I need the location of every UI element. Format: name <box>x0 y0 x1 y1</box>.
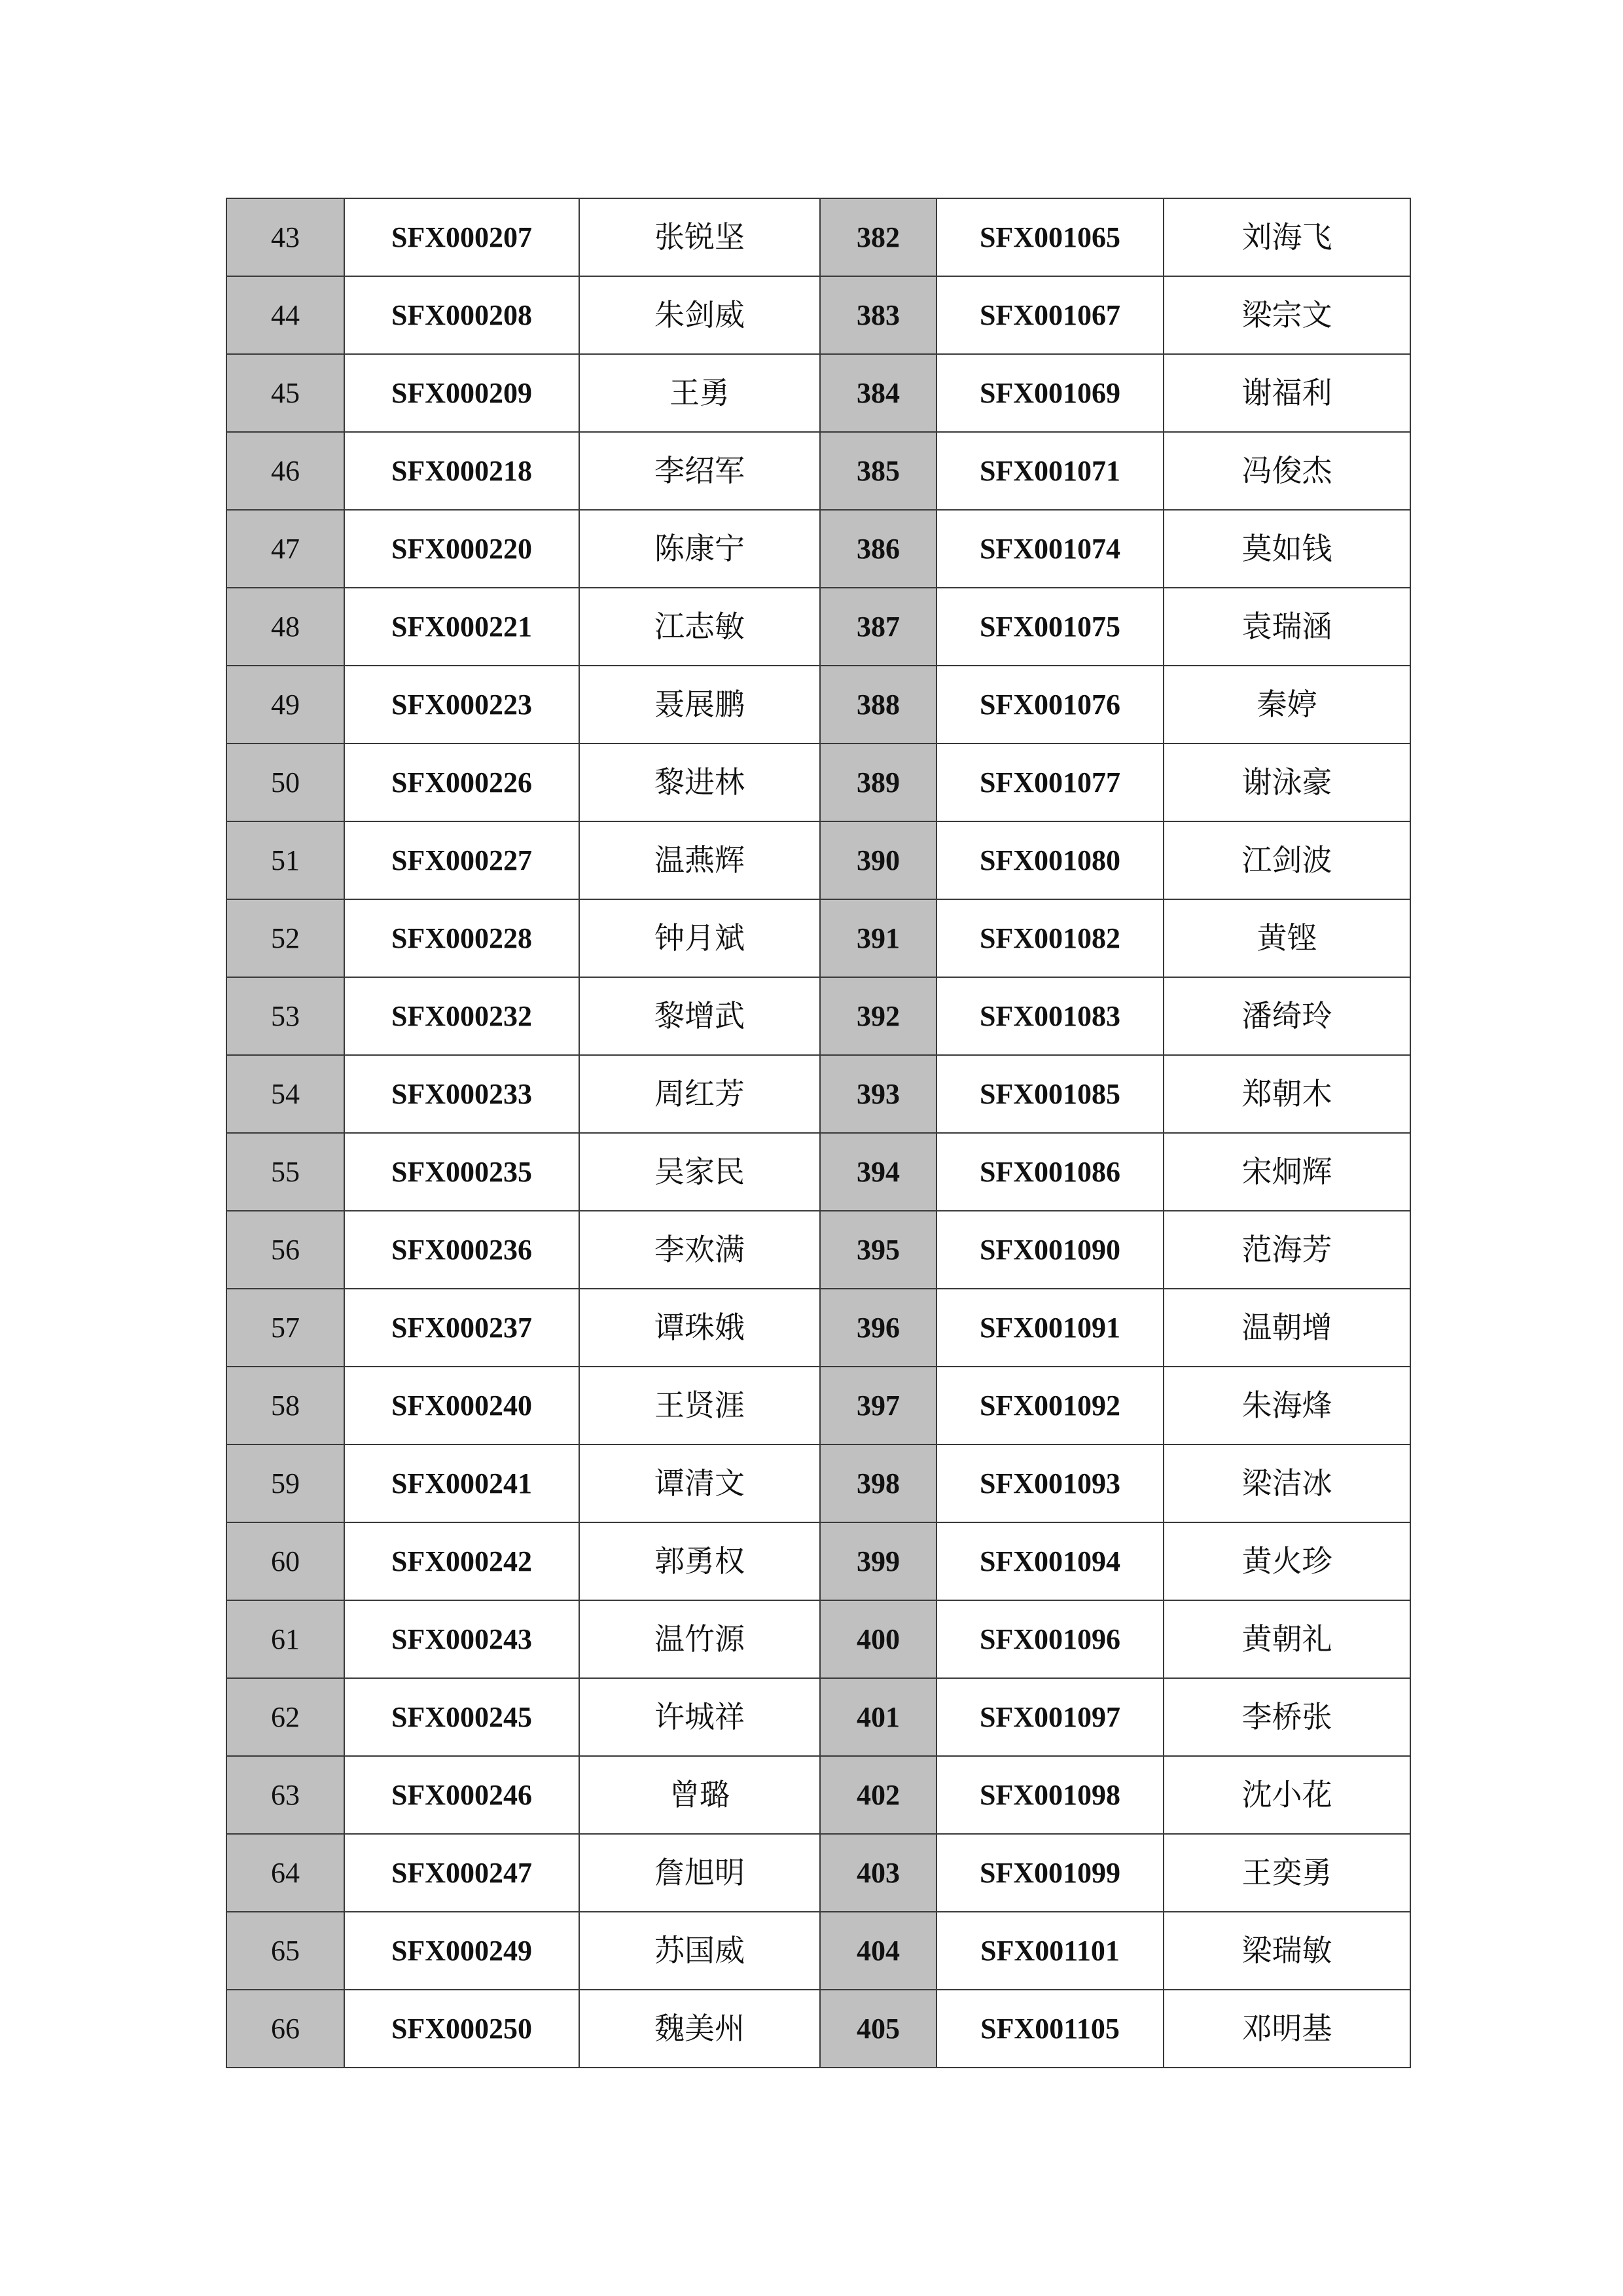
right-code-cell: SFX001099 <box>936 1834 1164 1912</box>
right-number-cell: 385 <box>820 432 936 510</box>
left-name-cell: 郭勇权 <box>579 1522 820 1600</box>
right-number-cell: 386 <box>820 510 936 588</box>
right-name-cell: 沈小花 <box>1164 1756 1410 1834</box>
table-row <box>226 1990 1410 2068</box>
right-code-cell: SFX001067 <box>936 276 1164 354</box>
left-code-cell: SFX000218 <box>344 432 579 510</box>
right-code-cell: SFX001098 <box>936 1756 1164 1834</box>
left-name-cell: 温竹源 <box>579 1600 820 1678</box>
right-code-cell: SFX001085 <box>936 1055 1164 1133</box>
left-name-cell: 黎进林 <box>579 744 820 821</box>
right-number-cell: 382 <box>820 198 936 276</box>
table-row <box>226 1211 1410 1289</box>
right-number-cell: 393 <box>820 1055 936 1133</box>
right-name-cell: 谢泳豪 <box>1164 744 1410 821</box>
right-name-cell: 梁宗文 <box>1164 276 1410 354</box>
left-code-cell: SFX000207 <box>344 198 579 276</box>
right-name-cell: 冯俊杰 <box>1164 432 1410 510</box>
left-name-cell: 曾璐 <box>579 1756 820 1834</box>
left-code-cell: SFX000223 <box>344 666 579 744</box>
right-code-cell: SFX001096 <box>936 1600 1164 1678</box>
left-number-cell: 62 <box>226 1678 344 1756</box>
left-code-cell: SFX000247 <box>344 1834 579 1912</box>
left-name-cell: 王勇 <box>579 354 820 432</box>
right-name-cell: 刘海飞 <box>1164 198 1410 276</box>
left-name-cell: 詹旭明 <box>579 1834 820 1912</box>
right-code-cell: SFX001092 <box>936 1367 1164 1444</box>
left-code-cell: SFX000236 <box>344 1211 579 1289</box>
left-number-cell: 50 <box>226 744 344 821</box>
left-number-cell: 54 <box>226 1055 344 1133</box>
right-number-cell: 403 <box>820 1834 936 1912</box>
right-code-cell: SFX001071 <box>936 432 1164 510</box>
right-code-cell: SFX001069 <box>936 354 1164 432</box>
right-name-cell: 袁瑞涵 <box>1164 588 1410 666</box>
table-row <box>226 510 1410 588</box>
left-code-cell: SFX000227 <box>344 821 579 899</box>
right-name-cell: 李桥张 <box>1164 1678 1410 1756</box>
right-name-cell: 郑朝木 <box>1164 1055 1410 1133</box>
left-code-cell: SFX000242 <box>344 1522 579 1600</box>
left-code-cell: SFX000250 <box>344 1990 579 2068</box>
left-number-cell: 48 <box>226 588 344 666</box>
table-row <box>226 821 1410 899</box>
left-name-cell: 聂展鹏 <box>579 666 820 744</box>
right-number-cell: 390 <box>820 821 936 899</box>
left-name-cell: 谭清文 <box>579 1444 820 1522</box>
left-code-cell: SFX000246 <box>344 1756 579 1834</box>
right-name-cell: 黄火珍 <box>1164 1522 1410 1600</box>
left-code-cell: SFX000243 <box>344 1600 579 1678</box>
right-code-cell: SFX001065 <box>936 198 1164 276</box>
left-code-cell: SFX000220 <box>344 510 579 588</box>
left-number-cell: 52 <box>226 899 344 977</box>
right-number-cell: 404 <box>820 1912 936 1990</box>
left-code-cell: SFX000226 <box>344 744 579 821</box>
table-row <box>226 1444 1410 1522</box>
right-code-cell: SFX001077 <box>936 744 1164 821</box>
left-name-cell: 朱剑威 <box>579 276 820 354</box>
left-name-cell: 魏美州 <box>579 1990 820 2068</box>
left-code-cell: SFX000209 <box>344 354 579 432</box>
left-number-cell: 43 <box>226 198 344 276</box>
left-number-cell: 59 <box>226 1444 344 1522</box>
left-number-cell: 57 <box>226 1289 344 1367</box>
table-row <box>226 1600 1410 1678</box>
right-name-cell: 王奕勇 <box>1164 1834 1410 1912</box>
right-code-cell: SFX001101 <box>936 1912 1164 1990</box>
right-code-cell: SFX001094 <box>936 1522 1164 1600</box>
right-name-cell: 江剑波 <box>1164 821 1410 899</box>
left-number-cell: 45 <box>226 354 344 432</box>
right-number-cell: 405 <box>820 1990 936 2068</box>
table-row <box>226 1289 1410 1367</box>
left-number-cell: 47 <box>226 510 344 588</box>
right-code-cell: SFX001086 <box>936 1133 1164 1211</box>
right-name-cell: 梁洁冰 <box>1164 1444 1410 1522</box>
right-name-cell: 邓明基 <box>1164 1990 1410 2068</box>
right-number-cell: 399 <box>820 1522 936 1600</box>
table-row <box>226 666 1410 744</box>
left-number-cell: 61 <box>226 1600 344 1678</box>
right-name-cell: 秦婷 <box>1164 666 1410 744</box>
left-number-cell: 53 <box>226 977 344 1055</box>
left-name-cell: 吴家民 <box>579 1133 820 1211</box>
left-code-cell: SFX000228 <box>344 899 579 977</box>
right-name-cell: 范海芳 <box>1164 1211 1410 1289</box>
right-name-cell: 黄朝礼 <box>1164 1600 1410 1678</box>
left-number-cell: 56 <box>226 1211 344 1289</box>
right-number-cell: 396 <box>820 1289 936 1367</box>
roster-table-body <box>226 198 1410 2068</box>
left-name-cell: 张锐坚 <box>579 198 820 276</box>
right-code-cell: SFX001082 <box>936 899 1164 977</box>
table-row <box>226 432 1410 510</box>
right-number-cell: 388 <box>820 666 936 744</box>
right-number-cell: 401 <box>820 1678 936 1756</box>
left-number-cell: 63 <box>226 1756 344 1834</box>
table-row <box>226 1834 1410 1912</box>
table-row <box>226 899 1410 977</box>
right-code-cell: SFX001105 <box>936 1990 1164 2068</box>
table-row <box>226 1678 1410 1756</box>
left-name-cell: 谭珠娥 <box>579 1289 820 1367</box>
right-number-cell: 400 <box>820 1600 936 1678</box>
table-row <box>226 1367 1410 1444</box>
left-number-cell: 46 <box>226 432 344 510</box>
right-number-cell: 394 <box>820 1133 936 1211</box>
right-number-cell: 397 <box>820 1367 936 1444</box>
left-code-cell: SFX000232 <box>344 977 579 1055</box>
left-name-cell: 李欢满 <box>579 1211 820 1289</box>
right-name-cell: 黄铿 <box>1164 899 1410 977</box>
left-name-cell: 许城祥 <box>579 1678 820 1756</box>
table-row <box>226 1522 1410 1600</box>
left-name-cell: 王贤涯 <box>579 1367 820 1444</box>
right-name-cell: 宋炯辉 <box>1164 1133 1410 1211</box>
right-number-cell: 387 <box>820 588 936 666</box>
right-name-cell: 温朝增 <box>1164 1289 1410 1367</box>
left-name-cell: 黎增武 <box>579 977 820 1055</box>
right-code-cell: SFX001091 <box>936 1289 1164 1367</box>
left-number-cell: 66 <box>226 1990 344 2068</box>
table-row <box>226 744 1410 821</box>
right-code-cell: SFX001097 <box>936 1678 1164 1756</box>
left-number-cell: 49 <box>226 666 344 744</box>
left-code-cell: SFX000221 <box>344 588 579 666</box>
left-code-cell: SFX000241 <box>344 1444 579 1522</box>
right-name-cell: 莫如钱 <box>1164 510 1410 588</box>
right-code-cell: SFX001083 <box>936 977 1164 1055</box>
right-number-cell: 391 <box>820 899 936 977</box>
right-code-cell: SFX001080 <box>936 821 1164 899</box>
right-name-cell: 朱海烽 <box>1164 1367 1410 1444</box>
table-row <box>226 1055 1410 1133</box>
right-number-cell: 383 <box>820 276 936 354</box>
left-code-cell: SFX000208 <box>344 276 579 354</box>
left-number-cell: 51 <box>226 821 344 899</box>
right-name-cell: 谢福利 <box>1164 354 1410 432</box>
left-name-cell: 周红芳 <box>579 1055 820 1133</box>
left-number-cell: 60 <box>226 1522 344 1600</box>
table-row <box>226 276 1410 354</box>
left-code-cell: SFX000237 <box>344 1289 579 1367</box>
right-number-cell: 384 <box>820 354 936 432</box>
left-number-cell: 44 <box>226 276 344 354</box>
left-code-cell: SFX000245 <box>344 1678 579 1756</box>
left-code-cell: SFX000233 <box>344 1055 579 1133</box>
right-name-cell: 潘绮玲 <box>1164 977 1410 1055</box>
table-row <box>226 354 1410 432</box>
left-code-cell: SFX000235 <box>344 1133 579 1211</box>
table-row <box>226 1133 1410 1211</box>
table-row <box>226 1756 1410 1834</box>
table-row <box>226 977 1410 1055</box>
left-name-cell: 苏国威 <box>579 1912 820 1990</box>
table-row <box>226 588 1410 666</box>
right-name-cell: 梁瑞敏 <box>1164 1912 1410 1990</box>
left-number-cell: 55 <box>226 1133 344 1211</box>
roster-table <box>226 198 1411 2068</box>
right-code-cell: SFX001074 <box>936 510 1164 588</box>
right-number-cell: 395 <box>820 1211 936 1289</box>
right-code-cell: SFX001076 <box>936 666 1164 744</box>
left-name-cell: 温燕辉 <box>579 821 820 899</box>
table-row <box>226 1912 1410 1990</box>
table-row <box>226 198 1410 276</box>
right-code-cell: SFX001093 <box>936 1444 1164 1522</box>
right-number-cell: 389 <box>820 744 936 821</box>
right-number-cell: 398 <box>820 1444 936 1522</box>
left-number-cell: 64 <box>226 1834 344 1912</box>
left-number-cell: 65 <box>226 1912 344 1990</box>
right-number-cell: 392 <box>820 977 936 1055</box>
right-code-cell: SFX001075 <box>936 588 1164 666</box>
left-code-cell: SFX000249 <box>344 1912 579 1990</box>
left-name-cell: 李绍军 <box>579 432 820 510</box>
left-name-cell: 钟月斌 <box>579 899 820 977</box>
left-name-cell: 陈康宁 <box>579 510 820 588</box>
right-number-cell: 402 <box>820 1756 936 1834</box>
right-code-cell: SFX001090 <box>936 1211 1164 1289</box>
left-number-cell: 58 <box>226 1367 344 1444</box>
left-code-cell: SFX000240 <box>344 1367 579 1444</box>
left-name-cell: 江志敏 <box>579 588 820 666</box>
